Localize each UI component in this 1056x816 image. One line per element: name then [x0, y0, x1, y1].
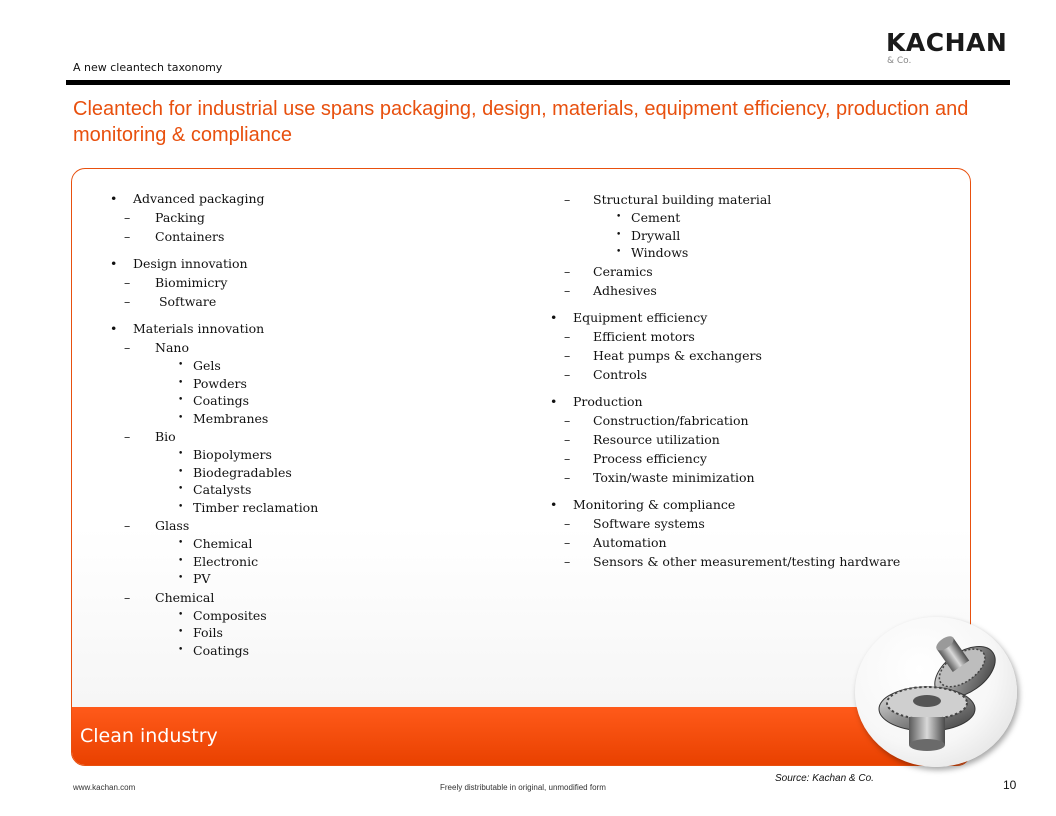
list-item: • Biodegradables: [110, 464, 318, 482]
list-item: – Construction/fabrication: [550, 411, 900, 430]
list-item: – Resource utilization: [550, 430, 900, 449]
list-item: – Sensors & other measurement/testing hardware: [550, 552, 900, 571]
list-item: • Coatings: [110, 392, 318, 410]
list-item: – Ceramics: [550, 262, 900, 281]
footer-notice: Freely distributable in original, unmodified form: [440, 783, 606, 792]
list-item: – Automation: [550, 533, 900, 552]
logo-wordmark: KACHAN: [886, 28, 1008, 57]
list-item: • Powders: [110, 375, 318, 393]
list-item: – Process efficiency: [550, 449, 900, 468]
list-item: • PV: [110, 570, 318, 588]
list-item: • Materials innovation: [110, 320, 318, 338]
list-item: • Biopolymers: [110, 446, 318, 464]
category-label: Clean industry: [80, 725, 218, 747]
list-item: – Software: [110, 292, 318, 311]
list-item: • Electronic: [110, 553, 318, 571]
list-item: – Bio: [110, 427, 318, 446]
source-note: Source: Kachan & Co.: [775, 773, 874, 784]
list-item: • Composites: [110, 607, 318, 625]
list-item: • Chemical: [110, 535, 318, 553]
list-item: – Heat pumps & exchangers: [550, 346, 900, 365]
category-bar: [72, 707, 970, 765]
header-rule: [66, 80, 1010, 85]
list-item: – Containers: [110, 227, 318, 246]
list-item: – Adhesives: [550, 281, 900, 300]
footer-url[interactable]: www.kachan.com: [73, 783, 136, 792]
list-item: • Drywall: [550, 227, 900, 245]
list-item: – Structural building material: [550, 190, 900, 209]
list-item: – Toxin/waste minimization: [550, 468, 900, 487]
list-item: • Monitoring & compliance: [550, 496, 900, 514]
taxonomy-column-right: [550, 190, 900, 571]
deck-subtitle: A new cleantech taxonomy: [73, 61, 223, 74]
list-item: • Membranes: [110, 410, 318, 428]
list-item: • Catalysts: [110, 481, 318, 499]
taxonomy-column-left: [110, 190, 318, 659]
list-item: • Gels: [110, 357, 318, 375]
page-number: 10: [1003, 778, 1017, 792]
logo-subtext: & Co.: [887, 56, 912, 66]
list-item: – Controls: [550, 365, 900, 384]
kachan-logo: [886, 30, 1007, 66]
gear-illustration: [855, 617, 1017, 767]
list-item: – Efficient motors: [550, 327, 900, 346]
list-item: • Advanced packaging: [110, 190, 318, 208]
bevel-gears-icon: [855, 617, 1017, 767]
list-item: • Production: [550, 393, 900, 411]
slide-headline: Cleantech for industrial use spans packaging, design, materials, equipment efficiency, production and monitoring & compliance: [73, 98, 969, 146]
list-item: – Biomimicry: [110, 273, 318, 292]
list-item: • Coatings: [110, 642, 318, 660]
list-item: – Packing: [110, 208, 318, 227]
list-item: • Equipment efficiency: [550, 309, 900, 327]
list-item: – Nano: [110, 338, 318, 357]
list-item: – Chemical: [110, 588, 318, 607]
list-item: • Cement: [550, 209, 900, 227]
list-item: • Design innovation: [110, 255, 318, 273]
list-item: • Windows: [550, 244, 900, 262]
list-item: – Software systems: [550, 514, 900, 533]
list-item: • Timber reclamation: [110, 499, 318, 517]
list-item: – Glass: [110, 516, 318, 535]
list-item: • Foils: [110, 624, 318, 642]
